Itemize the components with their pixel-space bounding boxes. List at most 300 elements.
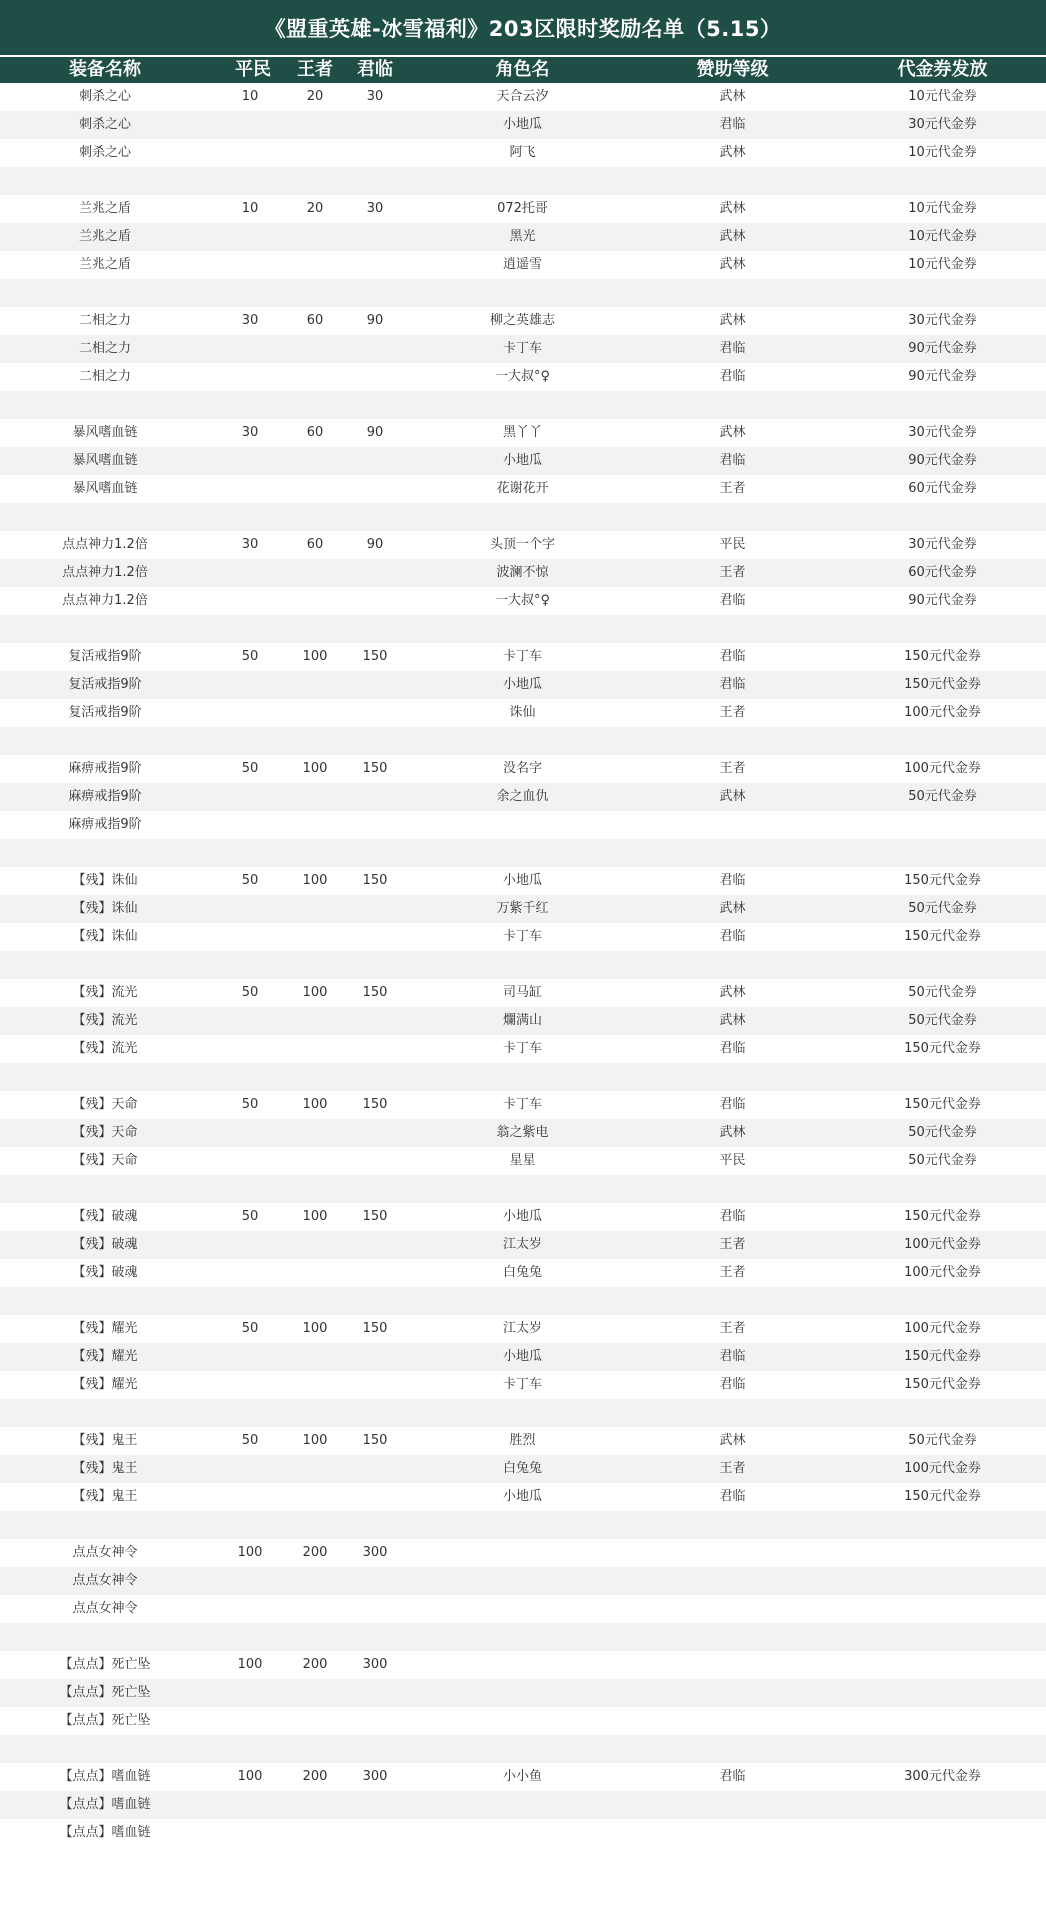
cell-equip-name: 【残】破魂 bbox=[72, 1209, 138, 1224]
cell-sovereign bbox=[340, 1511, 410, 1539]
cell-king: 20 bbox=[306, 89, 324, 104]
cell-sponsor-level bbox=[640, 1679, 825, 1707]
cell-equip-name: 【残】鬼王 bbox=[72, 1461, 138, 1476]
cell-equip-name: 【残】耀光 bbox=[72, 1321, 138, 1336]
cell-equip-name: 【残】诛仙 bbox=[72, 929, 138, 944]
cell-role-name bbox=[430, 1287, 615, 1315]
cell-role-name: 卡丁车 bbox=[502, 341, 542, 356]
cell-commoner bbox=[215, 1231, 285, 1259]
cell-king: 100 bbox=[302, 1321, 328, 1336]
table-row bbox=[0, 391, 1046, 419]
cell-role-name: 没名字 bbox=[502, 761, 542, 776]
header-equip-name: 装备名称 bbox=[69, 59, 141, 80]
cell-sponsor-level bbox=[640, 1511, 825, 1539]
cell-voucher: 50元代金券 bbox=[908, 1013, 977, 1028]
table-row bbox=[0, 1231, 1046, 1259]
cell-equip-name: 复活戒指9阶 bbox=[68, 677, 142, 692]
table-row bbox=[0, 923, 1046, 951]
cell-sponsor-level: 武林 bbox=[719, 1013, 746, 1028]
header-king: 王者 bbox=[297, 59, 333, 80]
cell-role-name: 波澜不惊 bbox=[496, 565, 549, 580]
cell-commoner bbox=[215, 1119, 285, 1147]
cell-voucher: 100元代金券 bbox=[904, 1237, 981, 1252]
cell-sovereign bbox=[340, 1735, 410, 1763]
cell-commoner bbox=[215, 1679, 285, 1707]
table-row bbox=[0, 363, 1046, 391]
cell-sovereign bbox=[340, 951, 410, 979]
cell-voucher bbox=[850, 1399, 1035, 1427]
cell-commoner bbox=[215, 1287, 285, 1315]
cell-voucher: 10元代金券 bbox=[908, 257, 977, 272]
cell-role-name: 一大叔°♀ bbox=[494, 369, 551, 384]
cell-commoner: 50 bbox=[241, 1433, 259, 1448]
cell-commoner bbox=[215, 1483, 285, 1511]
table-row bbox=[0, 671, 1046, 699]
cell-role-name: 白兔兔 bbox=[502, 1265, 542, 1280]
cell-king: 200 bbox=[302, 1545, 328, 1560]
cell-voucher: 50元代金券 bbox=[908, 1433, 977, 1448]
cell-voucher bbox=[850, 503, 1035, 531]
cell-sovereign bbox=[340, 587, 410, 615]
cell-sponsor-level: 君临 bbox=[719, 1769, 746, 1784]
cell-role-name bbox=[430, 1651, 615, 1679]
cell-sovereign bbox=[340, 1791, 410, 1819]
cell-commoner bbox=[215, 1399, 285, 1427]
cell-equip-name bbox=[0, 1511, 210, 1539]
cell-voucher: 100元代金券 bbox=[904, 761, 981, 776]
cell-voucher: 30元代金券 bbox=[908, 313, 977, 328]
table-row bbox=[0, 1819, 1046, 1847]
cell-sovereign: 150 bbox=[362, 1097, 388, 1112]
table-row bbox=[0, 111, 1046, 139]
table-row bbox=[0, 615, 1046, 643]
cell-commoner: 10 bbox=[241, 201, 259, 216]
cell-commoner bbox=[215, 391, 285, 419]
cell-sponsor-level bbox=[640, 1539, 825, 1567]
cell-role-name: 司马缸 bbox=[502, 985, 542, 1000]
cell-sovereign bbox=[340, 1455, 410, 1483]
cell-sponsor-level: 王者 bbox=[719, 1321, 746, 1336]
cell-sponsor-level: 武林 bbox=[719, 425, 746, 440]
table-row bbox=[0, 335, 1046, 363]
cell-equip-name: 点点神力1.2倍 bbox=[62, 565, 148, 580]
cell-equip-name: 点点女神令 bbox=[72, 1601, 138, 1616]
cell-role-name bbox=[430, 391, 615, 419]
table-row bbox=[0, 811, 1046, 839]
cell-sovereign bbox=[340, 1567, 410, 1595]
table-row bbox=[0, 1399, 1046, 1427]
cell-king: 200 bbox=[302, 1769, 328, 1784]
cell-commoner: 50 bbox=[241, 649, 259, 664]
cell-role-name bbox=[430, 1623, 615, 1651]
cell-sovereign bbox=[340, 167, 410, 195]
cell-sovereign bbox=[340, 1231, 410, 1259]
cell-sovereign bbox=[340, 139, 410, 167]
cell-sovereign bbox=[340, 839, 410, 867]
cell-commoner bbox=[215, 167, 285, 195]
cell-equip-name: 点点神力1.2倍 bbox=[62, 537, 148, 552]
cell-role-name bbox=[430, 1175, 615, 1203]
cell-sponsor-level: 君临 bbox=[719, 1041, 746, 1056]
cell-sponsor-level bbox=[640, 1399, 825, 1427]
cell-voucher bbox=[850, 951, 1035, 979]
cell-role-name: 江太岁 bbox=[502, 1237, 542, 1252]
cell-sponsor-level bbox=[640, 391, 825, 419]
cell-commoner bbox=[215, 223, 285, 251]
cell-role-name: 头顶一个字 bbox=[489, 537, 555, 552]
cell-equip-name: 暴风嗜血链 bbox=[72, 481, 138, 496]
cell-voucher: 60元代金券 bbox=[908, 565, 977, 580]
cell-commoner bbox=[215, 1707, 285, 1735]
cell-voucher bbox=[850, 1063, 1035, 1091]
table-row bbox=[0, 419, 1046, 447]
header-commoner: 平民 bbox=[235, 59, 271, 80]
cell-equip-name: 【点点】嗜血链 bbox=[59, 1769, 151, 1784]
cell-equip-name: 【残】流光 bbox=[72, 1013, 138, 1028]
cell-voucher: 150元代金券 bbox=[904, 1489, 981, 1504]
table-row bbox=[0, 643, 1046, 671]
cell-equip-name: 刺杀之心 bbox=[78, 89, 131, 104]
cell-equip-name bbox=[0, 1735, 210, 1763]
table-row bbox=[0, 867, 1046, 895]
table-row bbox=[0, 1343, 1046, 1371]
table-row bbox=[0, 1539, 1046, 1567]
cell-voucher: 50元代金券 bbox=[908, 1153, 977, 1168]
cell-equip-name: 兰兆之盾 bbox=[78, 257, 131, 272]
cell-commoner: 100 bbox=[237, 1657, 263, 1672]
cell-voucher: 150元代金券 bbox=[904, 649, 981, 664]
cell-commoner bbox=[215, 279, 285, 307]
cell-commoner: 10 bbox=[241, 89, 259, 104]
cell-sponsor-level bbox=[640, 1567, 825, 1595]
cell-voucher bbox=[850, 1735, 1035, 1763]
cell-equip-name bbox=[0, 503, 210, 531]
cell-sponsor-level: 君临 bbox=[719, 1097, 746, 1112]
cell-role-name: 小小鱼 bbox=[502, 1769, 542, 1784]
cell-voucher: 150元代金券 bbox=[904, 1377, 981, 1392]
cell-commoner bbox=[215, 923, 285, 951]
page-title: 《盟重英雄-冰雪福利》203区限时奖励名单（5.15） bbox=[0, 0, 1046, 55]
cell-voucher: 100元代金券 bbox=[904, 1265, 981, 1280]
cell-voucher bbox=[850, 1287, 1035, 1315]
cell-voucher bbox=[850, 1819, 1035, 1847]
cell-role-name: 爛满山 bbox=[502, 1013, 542, 1028]
cell-commoner bbox=[215, 615, 285, 643]
cell-commoner: 100 bbox=[237, 1545, 263, 1560]
cell-sponsor-level bbox=[640, 1651, 825, 1679]
cell-voucher bbox=[850, 167, 1035, 195]
cell-role-name: 小地瓜 bbox=[502, 873, 542, 888]
cell-role-name: 卡丁车 bbox=[502, 1377, 542, 1392]
cell-role-name: 柳之英雄志 bbox=[489, 313, 555, 328]
cell-sponsor-level: 君临 bbox=[719, 649, 746, 664]
cell-sovereign bbox=[340, 923, 410, 951]
cell-equip-name: 【残】天命 bbox=[72, 1097, 138, 1112]
table-row bbox=[0, 979, 1046, 1007]
cell-equip-name: 【残】流光 bbox=[72, 985, 138, 1000]
cell-commoner: 50 bbox=[241, 985, 259, 1000]
cell-sovereign bbox=[340, 1175, 410, 1203]
cell-role-name bbox=[430, 167, 615, 195]
cell-role-name: 翁之紫电 bbox=[496, 1125, 549, 1140]
cell-king: 60 bbox=[306, 425, 324, 440]
cell-role-name: 阿飞 bbox=[509, 145, 536, 160]
cell-sovereign bbox=[340, 727, 410, 755]
cell-king: 20 bbox=[306, 201, 324, 216]
cell-voucher: 90元代金券 bbox=[908, 593, 977, 608]
cell-sovereign bbox=[340, 615, 410, 643]
cell-role-name bbox=[430, 1791, 615, 1819]
table-row bbox=[0, 559, 1046, 587]
cell-sponsor-level bbox=[640, 811, 825, 839]
cell-role-name: 黑光 bbox=[509, 229, 536, 244]
cell-equip-name: 【残】耀光 bbox=[72, 1377, 138, 1392]
cell-sovereign bbox=[340, 1035, 410, 1063]
cell-equip-name bbox=[0, 1063, 210, 1091]
cell-voucher bbox=[850, 1791, 1035, 1819]
cell-sponsor-level: 武林 bbox=[719, 89, 746, 104]
cell-commoner: 30 bbox=[241, 425, 259, 440]
cell-sponsor-level: 王者 bbox=[719, 705, 746, 720]
cell-king: 100 bbox=[302, 873, 328, 888]
cell-commoner bbox=[215, 363, 285, 391]
cell-sovereign bbox=[340, 1371, 410, 1399]
cell-commoner bbox=[215, 587, 285, 615]
cell-sovereign bbox=[340, 279, 410, 307]
table-row bbox=[0, 1119, 1046, 1147]
cell-role-name bbox=[430, 1819, 615, 1847]
cell-equip-name: 【残】耀光 bbox=[72, 1349, 138, 1364]
cell-role-name: 小地瓜 bbox=[502, 1349, 542, 1364]
cell-sponsor-level: 君临 bbox=[719, 1489, 746, 1504]
cell-equip-name: 【残】诛仙 bbox=[72, 901, 138, 916]
cell-commoner: 50 bbox=[241, 1097, 259, 1112]
table-row bbox=[0, 1483, 1046, 1511]
cell-sponsor-level: 君临 bbox=[719, 117, 746, 132]
cell-role-name: 卡丁车 bbox=[502, 929, 542, 944]
cell-voucher: 150元代金券 bbox=[904, 1097, 981, 1112]
cell-equip-name bbox=[0, 1175, 210, 1203]
cell-equip-name: 【点点】死亡坠 bbox=[59, 1657, 151, 1672]
cell-role-name bbox=[430, 503, 615, 531]
table-row bbox=[0, 1175, 1046, 1203]
cell-role-name: 星星 bbox=[509, 1153, 536, 1168]
cell-sponsor-level: 王者 bbox=[719, 481, 746, 496]
cell-sovereign bbox=[340, 1595, 410, 1623]
cell-sponsor-level bbox=[640, 1707, 825, 1735]
table-row bbox=[0, 755, 1046, 783]
cell-sovereign: 150 bbox=[362, 1321, 388, 1336]
cell-equip-name: 刺杀之心 bbox=[78, 117, 131, 132]
cell-sponsor-level: 王者 bbox=[719, 1265, 746, 1280]
cell-role-name bbox=[430, 1707, 615, 1735]
cell-equip-name: 麻痹戒指9阶 bbox=[68, 817, 142, 832]
cell-equip-name bbox=[0, 1623, 210, 1651]
cell-equip-name: 二相之力 bbox=[78, 369, 131, 384]
cell-sovereign bbox=[340, 111, 410, 139]
cell-voucher: 10元代金券 bbox=[908, 201, 977, 216]
table-row bbox=[0, 1007, 1046, 1035]
cell-king: 100 bbox=[302, 649, 328, 664]
table-row bbox=[0, 83, 1046, 111]
cell-king: 100 bbox=[302, 1433, 328, 1448]
cell-voucher: 10元代金券 bbox=[908, 145, 977, 160]
cell-voucher bbox=[850, 1651, 1035, 1679]
cell-role-name: 小地瓜 bbox=[502, 1209, 542, 1224]
table-row bbox=[0, 503, 1046, 531]
cell-voucher: 10元代金券 bbox=[908, 89, 977, 104]
cell-role-name: 胜烈 bbox=[509, 1433, 536, 1448]
cell-commoner bbox=[215, 671, 285, 699]
cell-king: 100 bbox=[302, 761, 328, 776]
table-row bbox=[0, 307, 1046, 335]
cell-king: 100 bbox=[302, 985, 328, 1000]
cell-sovereign bbox=[340, 475, 410, 503]
cell-sovereign: 90 bbox=[366, 313, 384, 328]
cell-role-name: 万紫千红 bbox=[496, 901, 549, 916]
cell-voucher: 50元代金券 bbox=[908, 985, 977, 1000]
cell-sovereign: 150 bbox=[362, 985, 388, 1000]
cell-sovereign bbox=[340, 783, 410, 811]
cell-sponsor-level: 君临 bbox=[719, 929, 746, 944]
table-row bbox=[0, 1623, 1046, 1651]
cell-role-name: 卡丁车 bbox=[502, 1097, 542, 1112]
cell-sovereign bbox=[340, 1623, 410, 1651]
cell-equip-name bbox=[0, 391, 210, 419]
cell-commoner bbox=[215, 1175, 285, 1203]
cell-voucher: 30元代金券 bbox=[908, 537, 977, 552]
cell-commoner bbox=[215, 839, 285, 867]
cell-equip-name: 【残】天命 bbox=[72, 1125, 138, 1140]
table-row bbox=[0, 1651, 1046, 1679]
table-row bbox=[0, 783, 1046, 811]
cell-voucher: 150元代金券 bbox=[904, 873, 981, 888]
cell-sovereign: 300 bbox=[362, 1769, 388, 1784]
cell-sovereign: 150 bbox=[362, 1209, 388, 1224]
cell-equip-name: 暴风嗜血链 bbox=[72, 425, 138, 440]
cell-sovereign: 300 bbox=[362, 1657, 388, 1672]
table-row bbox=[0, 1595, 1046, 1623]
cell-role-name bbox=[430, 951, 615, 979]
cell-sovereign bbox=[340, 251, 410, 279]
table-row bbox=[0, 1567, 1046, 1595]
cell-sponsor-level bbox=[640, 839, 825, 867]
table-row bbox=[0, 531, 1046, 559]
cell-equip-name: 点点女神令 bbox=[72, 1545, 138, 1560]
cell-role-name bbox=[430, 1539, 615, 1567]
cell-commoner bbox=[215, 559, 285, 587]
table-row bbox=[0, 195, 1046, 223]
cell-sponsor-level bbox=[640, 1287, 825, 1315]
cell-sovereign: 300 bbox=[362, 1545, 388, 1560]
cell-commoner bbox=[215, 1147, 285, 1175]
cell-voucher bbox=[850, 615, 1035, 643]
cell-voucher: 30元代金券 bbox=[908, 117, 977, 132]
header-sovereign: 君临 bbox=[357, 59, 393, 80]
table-row bbox=[0, 1315, 1046, 1343]
cell-sponsor-level: 君临 bbox=[719, 1377, 746, 1392]
cell-equip-name: 复活戒指9阶 bbox=[68, 649, 142, 664]
cell-sponsor-level: 武林 bbox=[719, 145, 746, 160]
cell-commoner bbox=[215, 335, 285, 363]
cell-sponsor-level: 王者 bbox=[719, 761, 746, 776]
cell-commoner bbox=[215, 1035, 285, 1063]
cell-sovereign bbox=[340, 1343, 410, 1371]
cell-sovereign bbox=[340, 503, 410, 531]
cell-voucher: 30元代金券 bbox=[908, 425, 977, 440]
cell-role-name: 诛仙 bbox=[509, 705, 536, 720]
cell-sovereign bbox=[340, 363, 410, 391]
cell-sponsor-level bbox=[640, 727, 825, 755]
table-row bbox=[0, 167, 1046, 195]
table-row bbox=[0, 1371, 1046, 1399]
cell-equip-name: 刺杀之心 bbox=[78, 145, 131, 160]
cell-sovereign bbox=[340, 1259, 410, 1287]
cell-sovereign: 90 bbox=[366, 425, 384, 440]
cell-commoner: 50 bbox=[241, 873, 259, 888]
cell-role-name: 花谢花开 bbox=[496, 481, 549, 496]
cell-sponsor-level: 君临 bbox=[719, 1349, 746, 1364]
cell-sponsor-level bbox=[640, 1735, 825, 1763]
cell-sponsor-level: 武林 bbox=[719, 257, 746, 272]
cell-voucher: 100元代金券 bbox=[904, 1461, 981, 1476]
cell-sponsor-level: 武林 bbox=[719, 985, 746, 1000]
cell-sponsor-level bbox=[640, 503, 825, 531]
cell-commoner bbox=[215, 1595, 285, 1623]
cell-sponsor-level: 君临 bbox=[719, 593, 746, 608]
table-row bbox=[0, 1287, 1046, 1315]
cell-voucher: 150元代金券 bbox=[904, 1041, 981, 1056]
cell-role-name bbox=[430, 1511, 615, 1539]
cell-commoner bbox=[215, 475, 285, 503]
header-voucher: 代金券发放 bbox=[897, 59, 988, 80]
cell-sponsor-level: 王者 bbox=[719, 1461, 746, 1476]
table-row bbox=[0, 1427, 1046, 1455]
cell-role-name: 小地瓜 bbox=[502, 117, 542, 132]
cell-voucher bbox=[850, 1707, 1035, 1735]
cell-sponsor-level bbox=[640, 167, 825, 195]
cell-equip-name bbox=[0, 839, 210, 867]
cell-equip-name bbox=[0, 279, 210, 307]
cell-role-name: 江太岁 bbox=[502, 1321, 542, 1336]
cell-sovereign bbox=[340, 1119, 410, 1147]
cell-commoner: 50 bbox=[241, 1321, 259, 1336]
cell-sovereign bbox=[340, 1679, 410, 1707]
cell-sovereign: 150 bbox=[362, 761, 388, 776]
cell-commoner bbox=[215, 251, 285, 279]
cell-sponsor-level: 武林 bbox=[719, 1125, 746, 1140]
cell-commoner bbox=[215, 1371, 285, 1399]
table-row bbox=[0, 1035, 1046, 1063]
cell-sovereign bbox=[340, 559, 410, 587]
cell-king: 60 bbox=[306, 313, 324, 328]
cell-role-name bbox=[430, 811, 615, 839]
cell-role-name bbox=[430, 615, 615, 643]
cell-sponsor-level: 君临 bbox=[719, 677, 746, 692]
cell-sponsor-level: 武林 bbox=[719, 1433, 746, 1448]
cell-sovereign bbox=[340, 671, 410, 699]
cell-equip-name: 【残】破魂 bbox=[72, 1265, 138, 1280]
cell-voucher: 50元代金券 bbox=[908, 901, 977, 916]
cell-sovereign: 30 bbox=[366, 89, 384, 104]
table-row bbox=[0, 475, 1046, 503]
table-row bbox=[0, 587, 1046, 615]
cell-equip-name: 兰兆之盾 bbox=[78, 229, 131, 244]
table-header bbox=[0, 57, 1046, 83]
cell-sovereign: 30 bbox=[366, 201, 384, 216]
cell-sponsor-level: 君临 bbox=[719, 453, 746, 468]
cell-sovereign bbox=[340, 1287, 410, 1315]
